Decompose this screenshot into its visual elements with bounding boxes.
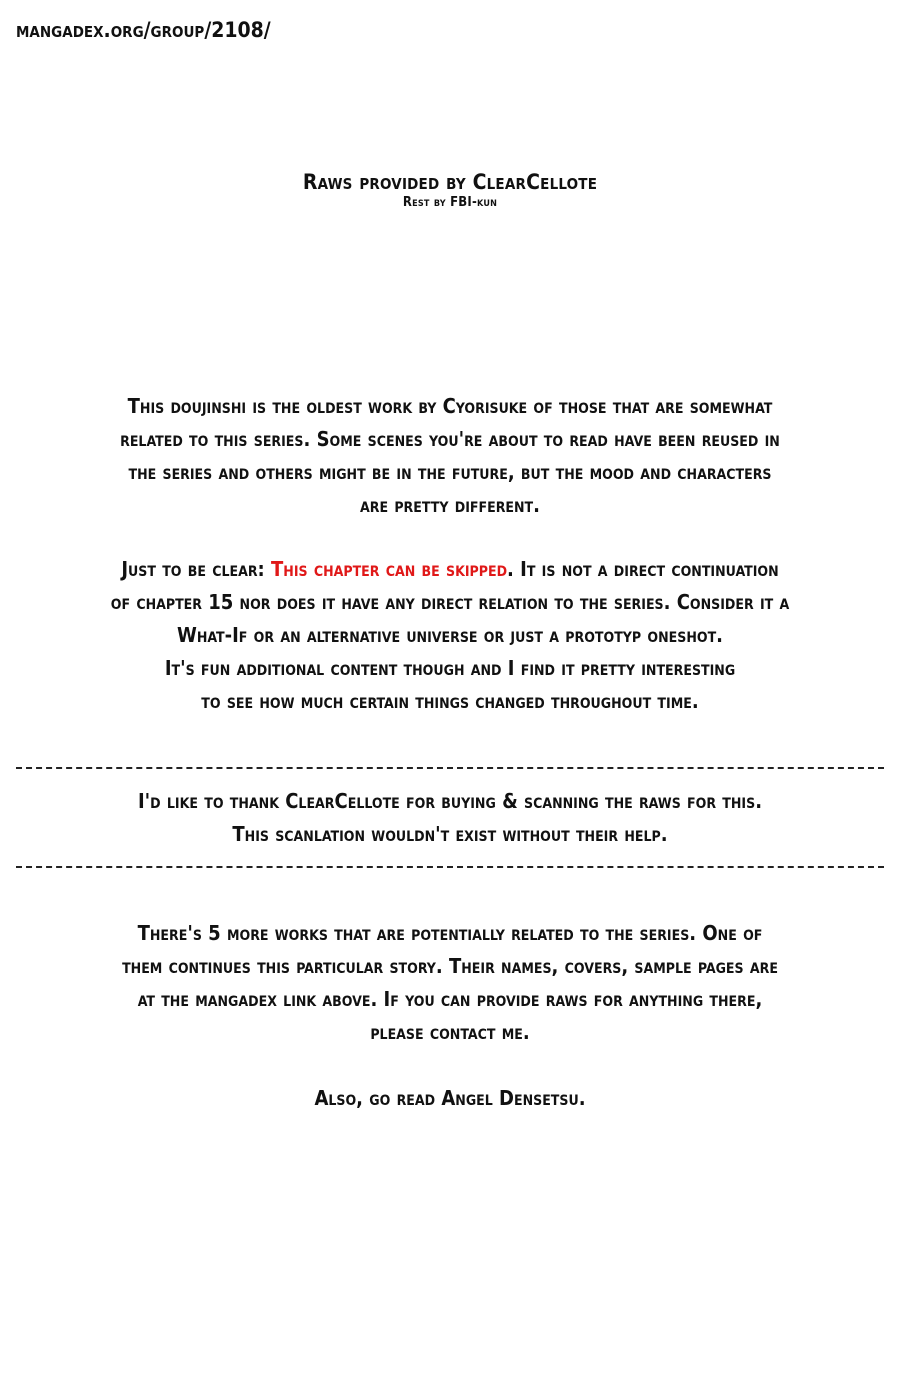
credits [0, 168, 900, 210]
rest-credit: Rest by FBI-kun [402, 195, 498, 210]
closing-line: Also, go read Angel Densetsu. [314, 1086, 586, 1110]
notice-rest: . It is not a direct continuation [507, 557, 779, 581]
notice-line: It's fun additional content though and I find it pretty interesting [164, 656, 736, 680]
notice-line: What-If or an alternative universe or just a prototyp oneshot. [176, 623, 723, 647]
more-line: please contact me. [370, 1020, 530, 1044]
divider-bottom [16, 866, 884, 868]
intro-paragraph [0, 390, 900, 522]
intro-line: are pretty different. [360, 493, 540, 517]
more-line: at the mangadex link above. If you can provide raws for anything there, [137, 987, 763, 1011]
notice-paragraph [0, 553, 900, 718]
intro-line: This doujinshi is the oldest work by Cyorisuke of those that are somewhat [127, 394, 773, 418]
divider-top [16, 767, 884, 769]
notice-line: to see how much certain things changed throughout time. [201, 689, 699, 713]
intro-line: the series and others might be in the future, but the mood and characters [128, 460, 772, 484]
more-line: them continues this particular story. Their names, covers, sample pages are [122, 954, 778, 978]
notice-lead: Just to be clear: [121, 557, 271, 581]
intro-line: related to this series. Some scenes you're about to read have been reused in [120, 427, 780, 451]
more-line: There's 5 more works that are potentially related to the series. One of [137, 921, 763, 945]
raws-credit: Raws provided by ClearCellote [302, 170, 598, 194]
thanks-paragraph [0, 785, 900, 851]
group-url: mangadex.org/group/2108/ [16, 18, 271, 42]
more-works-paragraph [0, 917, 900, 1049]
thanks-line: This scanlation wouldn't exist without their help. [232, 822, 668, 846]
skip-highlight: This chapter can be skipped [271, 557, 508, 581]
notice-line [0, 553, 900, 586]
thanks-line: I'd like to thank ClearCellote for buying & scanning the raws for this. [137, 789, 763, 813]
notice-line: of chapter 15 nor does it have any direct relation to the series. Consider it a [110, 590, 790, 614]
